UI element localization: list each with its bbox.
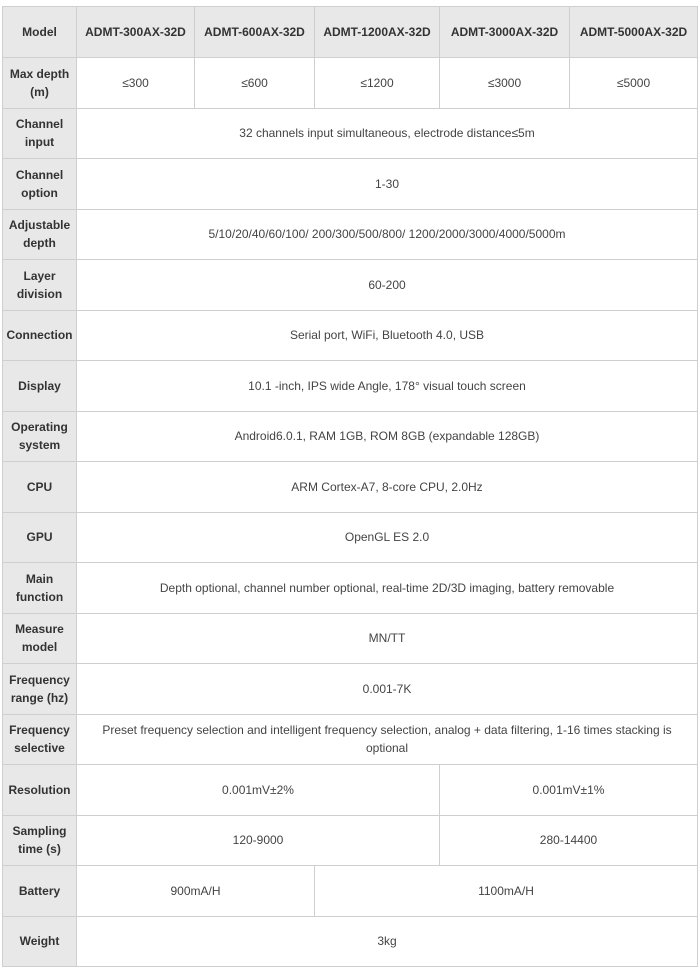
table-row (3, 411, 698, 462)
sampling-time-value: 280-14400 (440, 815, 698, 866)
row-label: GPU (3, 512, 77, 563)
model-name: ADMT-300AX-32D (77, 7, 195, 58)
table-row (3, 361, 698, 412)
table-row (3, 310, 698, 361)
table-row (3, 613, 698, 664)
row-label: Weight (3, 916, 77, 967)
row-label: Battery (3, 866, 77, 917)
row-label: Main function (3, 563, 77, 614)
model-name: ADMT-1200AX-32D (315, 7, 440, 58)
table-row (3, 209, 698, 260)
model-header-label: Model (3, 7, 77, 58)
cpu-value: ARM Cortex-A7, 8-core CPU, 2.0Hz (77, 462, 698, 513)
row-label: Operating system (3, 411, 77, 462)
measure-model-value: MN/TT (77, 613, 698, 664)
max-depth-value: ≤1200 (315, 58, 440, 109)
channel-input-value: 32 channels input simultaneous, electrode distance≤5m (77, 108, 698, 159)
row-label: Display (3, 361, 77, 412)
channel-option-value: 1-30 (77, 159, 698, 210)
connection-value: Serial port, WiFi, Bluetooth 4.0, USB (77, 310, 698, 361)
resolution-value: 0.001mV±1% (440, 765, 698, 816)
gpu-value: OpenGL ES 2.0 (77, 512, 698, 563)
row-label: CPU (3, 462, 77, 513)
header-row (3, 7, 698, 58)
row-label: Measure model (3, 613, 77, 664)
frequency-selective-value: Preset frequency selection and intelligent frequency selection, analog + data filtering, 1-16 times stacking is optional (77, 714, 698, 765)
row-label: Adjustable depth (3, 209, 77, 260)
table-row (3, 714, 698, 765)
row-label: Connection (3, 310, 77, 361)
table-row (3, 159, 698, 210)
max-depth-value: ≤600 (195, 58, 315, 109)
battery-value: 1100mA/H (315, 866, 698, 917)
row-label: Max depth (m) (3, 58, 77, 109)
operating-system-value: Android6.0.1, RAM 1GB, ROM 8GB (expandable 128GB) (77, 411, 698, 462)
row-label: Resolution (3, 765, 77, 816)
table-row (3, 512, 698, 563)
display-value: 10.1 -inch, IPS wide Angle, 178° visual touch screen (77, 361, 698, 412)
table-row (3, 815, 698, 866)
table-row (3, 866, 698, 917)
table-row (3, 260, 698, 311)
table-row (3, 563, 698, 614)
max-depth-value: ≤300 (77, 58, 195, 109)
main-function-value: Depth optional, channel number optional, real-time 2D/3D imaging, battery removable (77, 563, 698, 614)
table-row (3, 664, 698, 715)
model-name: ADMT-3000AX-32D (440, 7, 570, 58)
table-row (3, 58, 698, 109)
table-row (3, 462, 698, 513)
model-name: ADMT-5000AX-32D (570, 7, 698, 58)
resolution-value: 0.001mV±2% (77, 765, 440, 816)
max-depth-value: ≤3000 (440, 58, 570, 109)
battery-value: 900mA/H (77, 866, 315, 917)
weight-value: 3kg (77, 916, 698, 967)
sampling-time-value: 120-9000 (77, 815, 440, 866)
layer-division-value: 60-200 (77, 260, 698, 311)
row-label: Frequency selective (3, 714, 77, 765)
row-label: Channel option (3, 159, 77, 210)
model-name: ADMT-600AX-32D (195, 7, 315, 58)
frequency-range-value: 0.001-7K (77, 664, 698, 715)
row-label: Frequency range (hz) (3, 664, 77, 715)
table-row (3, 916, 698, 967)
adjustable-depth-value: 5/10/20/40/60/100/ 200/300/500/800/ 1200/2000/3000/4000/5000m (77, 209, 698, 260)
row-label: Channel input (3, 108, 77, 159)
spec-table (2, 6, 698, 967)
row-label: Layer division (3, 260, 77, 311)
table-row (3, 108, 698, 159)
table-row (3, 765, 698, 816)
max-depth-value: ≤5000 (570, 58, 698, 109)
row-label: Sampling time (s) (3, 815, 77, 866)
